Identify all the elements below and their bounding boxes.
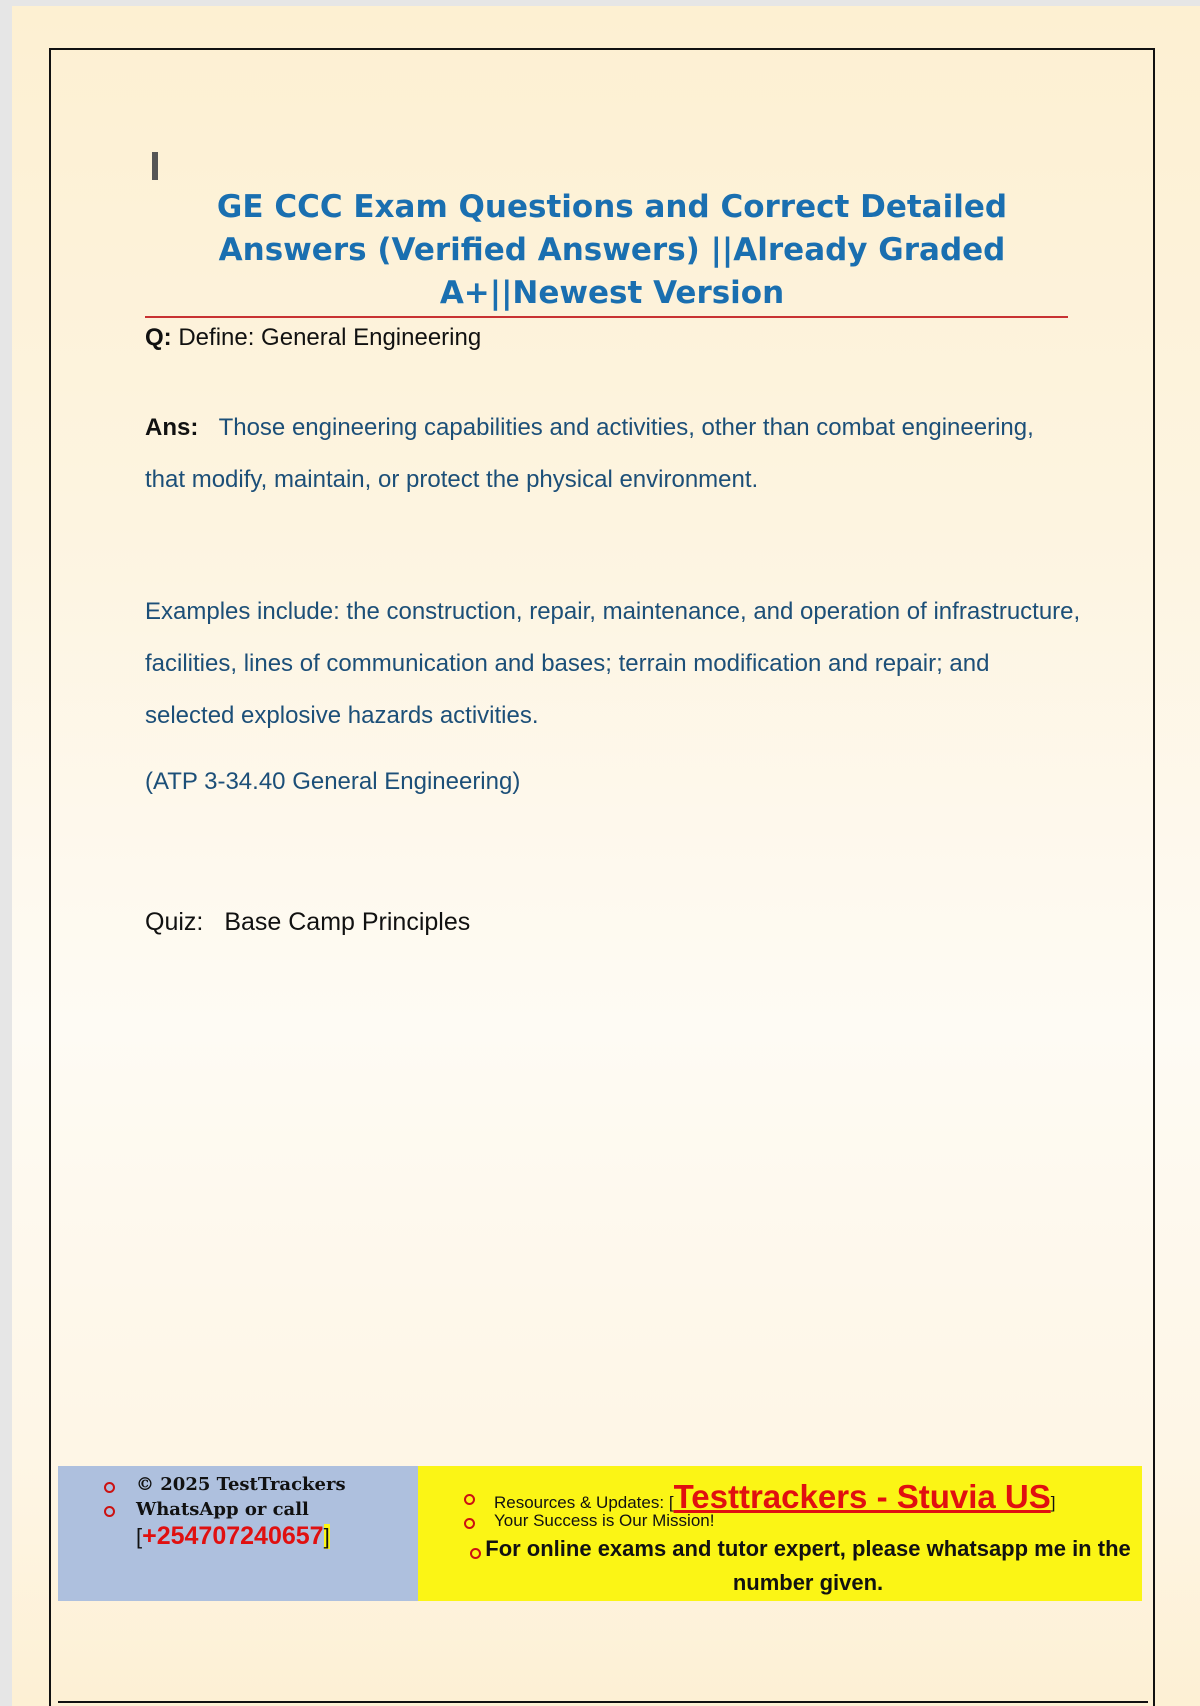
link-bracket-open: [	[668, 1493, 674, 1512]
text-cursor-mark	[152, 152, 158, 180]
question-text: Define: General Engineering	[178, 324, 482, 351]
quiz-line	[145, 908, 470, 937]
resources-label: Resources & Updates:	[494, 1493, 665, 1512]
stuvia-link[interactable]: Testtrackers - Stuvia US	[673, 1478, 1051, 1515]
footer-promo: For online exams and tutor expert, please whatsapp me in the number given.	[485, 1536, 1131, 1595]
quiz-label: Quiz:	[145, 908, 204, 936]
bullet-icon	[464, 1494, 475, 1505]
quiz-text: Base Camp Principles	[224, 908, 471, 936]
answer	[145, 402, 1075, 506]
bottom-border	[58, 1701, 1148, 1703]
document-page	[12, 6, 1200, 1706]
question	[145, 324, 481, 352]
footer-contact-box	[58, 1466, 418, 1601]
phone-bracket-open: [	[136, 1524, 143, 1549]
reference-citation: (ATP 3-34.40 General Engineering)	[145, 768, 521, 795]
answer-text: Those engineering capabilities and activities, other than combat engineering, that modify, maintain, or protect the physical environment.	[145, 414, 1034, 493]
title-underline	[145, 316, 1068, 318]
footer-phone[interactable]: +254707240657	[142, 1522, 324, 1550]
answer-label: Ans:	[145, 414, 199, 441]
footer-contact-label: WhatsApp or call	[136, 1499, 309, 1520]
question-label: Q:	[145, 324, 172, 351]
bullet-icon	[464, 1518, 475, 1529]
footer-promo-box	[418, 1466, 1142, 1601]
examples-paragraph: Examples include: the construction, repair, maintenance, and operation of infrastructure, facilities, lines of communication and bases; terrain modification and repair; and selected explosive hazards activities.	[145, 598, 1081, 729]
phone-bracket-close: ]	[323, 1524, 330, 1549]
bullet-icon	[104, 1482, 115, 1493]
footer-phone-line	[136, 1522, 330, 1551]
footer-mission: Your Success is Our Mission!	[494, 1511, 715, 1530]
footer-copyright: © 2025 TestTrackers	[136, 1474, 346, 1495]
document-title: GE CCC Exam Questions and Correct Detailed Answers (Verified Answers) ||Already Graded A+||Newest Version	[216, 189, 1008, 311]
link-bracket-close: ]	[1050, 1493, 1056, 1512]
bullet-icon	[104, 1506, 115, 1517]
